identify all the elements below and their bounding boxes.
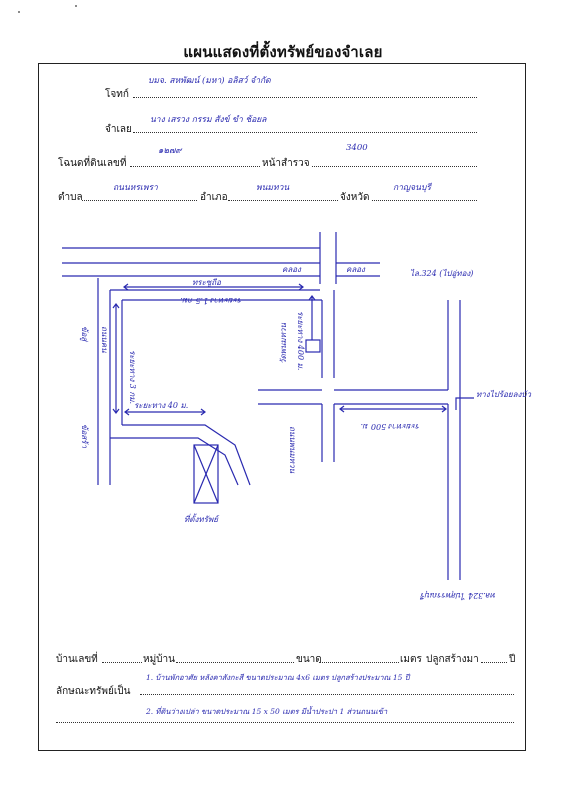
map-label-distance-left: ระยะทาง 3 กม. (128, 350, 137, 405)
map-label-left-top: ข้อสู่ (80, 326, 89, 342)
map-label-distance-inner: ระยะทาง 400 ม. (296, 311, 305, 371)
built-line (481, 662, 507, 663)
map-label-left-bottom: ข้อสร้า (80, 424, 89, 448)
district-value: พนมทวน (256, 183, 290, 193)
subdistrict-value: ถนนหรเพรา (113, 183, 158, 193)
province-value: กาญจนบุรี (393, 183, 431, 193)
map-label-distance-top: ระยะทาง 1.5 กม. (180, 296, 242, 305)
map-label-road-top: ทระซูถีอ (192, 278, 221, 287)
map-label-canal: คลอง (282, 265, 301, 274)
map-label-property: ที่ตั้งทรัพย์ (184, 515, 218, 524)
survey-value: 3400 (346, 143, 368, 153)
curved-road-line (110, 438, 238, 485)
village-line (176, 662, 294, 663)
map-label-road-center: ถนนพนมทวน (288, 426, 297, 474)
page-title: แผนแสดงที่ตั้งทรัพย์ของจำเลย (183, 43, 383, 61)
plaintiff-label: โจทก์ (105, 89, 129, 100)
deed-label: โฉนดที่ดินเลขที่ (58, 158, 127, 169)
map-label-canal-right: คลอง (346, 265, 365, 274)
asset-line-1 (140, 694, 514, 695)
defendant-label: จำเลย (105, 124, 132, 135)
province-label: จังหวัด (340, 192, 370, 203)
map-label-distance-right: ระยะทาง 500 ม. (360, 422, 420, 431)
asset-line-2 (56, 722, 514, 723)
built-label: ปลูกสร้างมา (426, 654, 479, 665)
size-line (319, 662, 399, 663)
temple-box (306, 340, 320, 352)
map-label-distance-bottom: ระยะทาง 40 ม. (134, 401, 189, 410)
house-no-label: บ้านเลขที่ (56, 654, 98, 665)
map-label-highway-bottom: ทล.324 ไปสุพรรณบุรี (420, 591, 496, 600)
survey-label: หน้าสำรวจ (262, 158, 310, 169)
district-label: อำเภอ (200, 192, 228, 203)
subdistrict-label: ตำบล (58, 192, 83, 203)
map-label-highway: ไล.324 (ไปอู่ทอง) (410, 269, 474, 278)
meters-label: เมตร (400, 654, 422, 665)
defendant-value: นาง เสรวง กรรม สังข์ ขำ ช้อยล (150, 115, 267, 125)
asset-type-label: ลักษณะทรัพย์เป็น (56, 686, 131, 697)
map-label-road-left: ถนนคน (100, 326, 109, 353)
plaintiff-value: บมจ. สหพัฒน์ (มหา) อลิสว์ จำกัด (148, 76, 271, 86)
village-label: หมู่บ้าน (143, 654, 175, 665)
curved-road-line (122, 425, 250, 485)
junction-arrow (456, 398, 474, 410)
asset-value-2: 2. ที่ดินว่างเปล่า ขนาดประมาณ 15 x 50 เมตร มีน้ำประปา 1 ส่วนถนนเข้า (146, 707, 388, 716)
asset-value-1: 1. บ้านพักอาศัย หลังคาสังกะสี ขนาดประมาณ 4x6 เมตร ปลูกสร้างประมาณ 15 ปี (146, 673, 410, 682)
year-label: ปี (509, 654, 516, 665)
deed-value: ๑๒๗๙ (158, 146, 182, 156)
house-no-line (102, 662, 142, 663)
map-label-temple: วัดพนมทวน (279, 323, 288, 364)
map-label-junction: ทางไปร้อยลงบ้ว (476, 390, 531, 399)
size-label: ขนาด (296, 654, 322, 665)
